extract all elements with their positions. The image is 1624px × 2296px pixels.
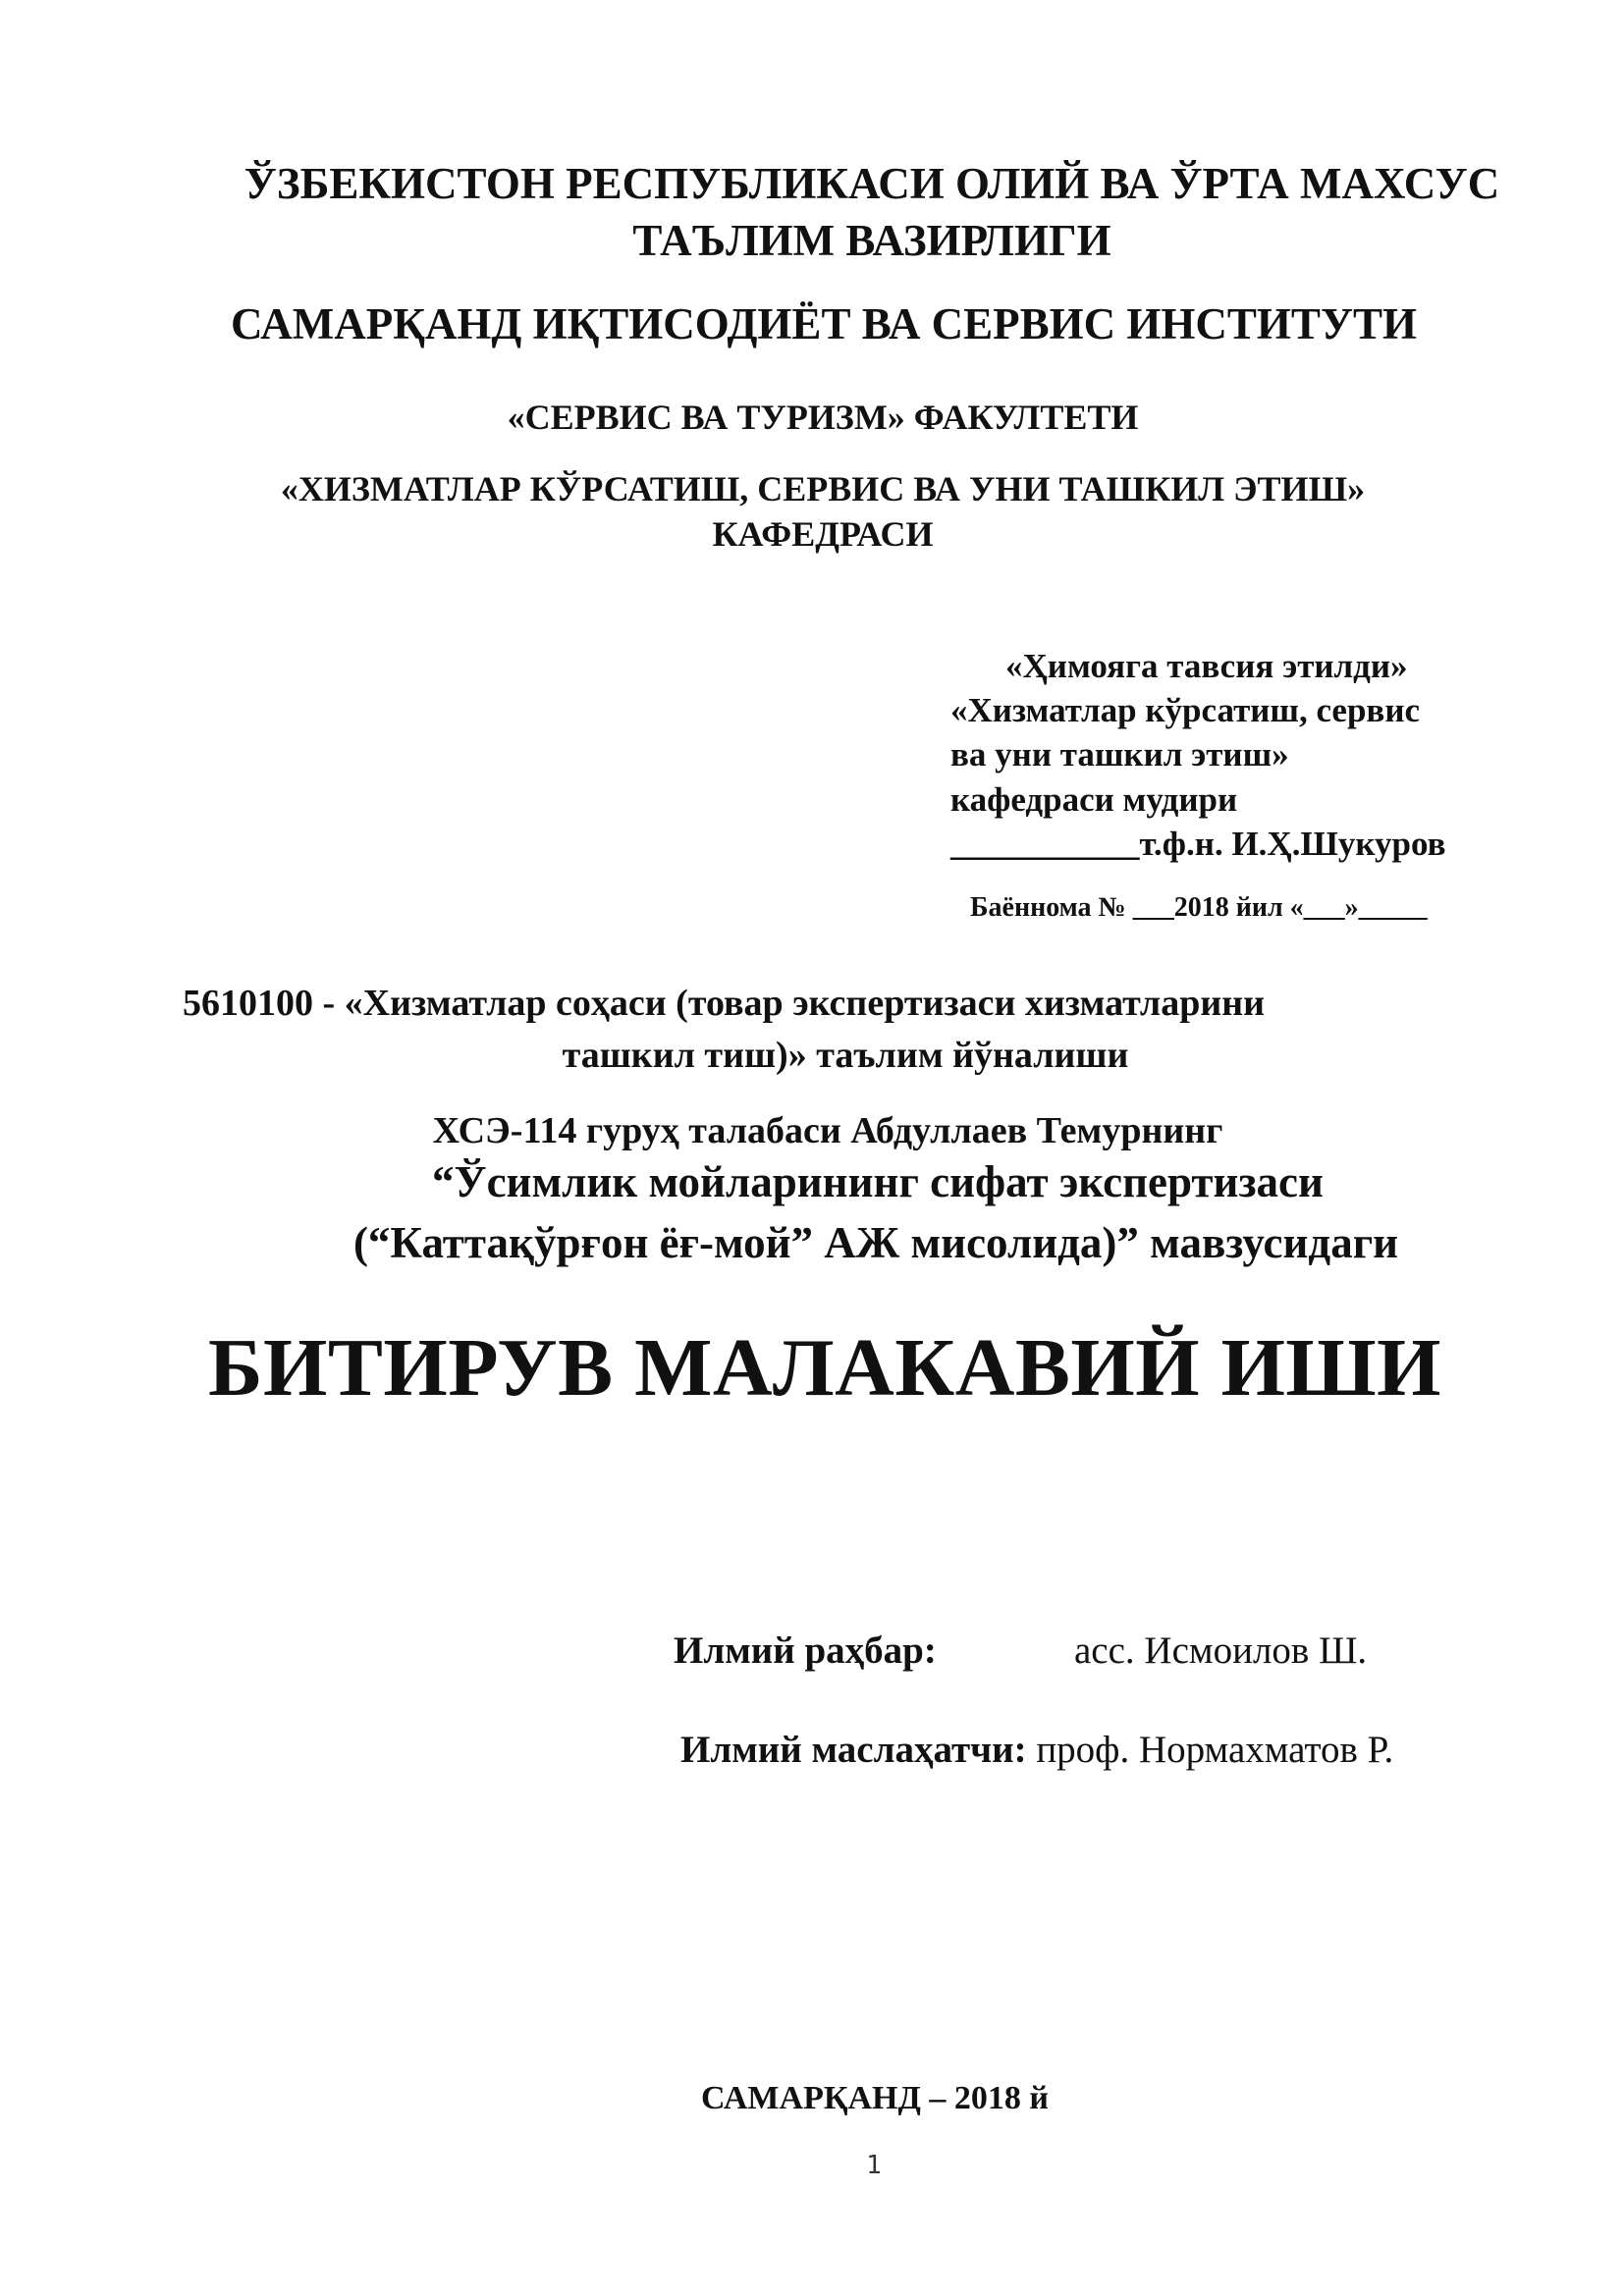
approval-recommended: «Ҳимояга тавсия этилди» [1005, 647, 1408, 685]
faculty-name: «СЕРВИС ВА ТУРИЗМ» ФАКУЛТЕТИ [507, 398, 1139, 437]
approval-protocol: Баённома № ___2018 йил «___»_____ [970, 892, 1428, 923]
department-line-2: КАФЕДРАСИ [712, 514, 934, 554]
supervisor-name: асс. Исмоилов Ш. [1074, 1629, 1368, 1672]
topic-line-1: “Ўсимлик мойларининг сифат экспертизаси [432, 1157, 1324, 1206]
direction-line-1: 5610100 - «Хизматлар соҳаси (товар экспертизаси хизматларини [183, 983, 1266, 1024]
department-line-1: «ХИЗМАТЛАР КЎРСАТИШ, СЕРВИС ВА УНИ ТАШКИЛ ЭТИШ» [280, 469, 1366, 508]
ministry-line-1: ЎЗБЕКИСТОН РЕСПУБЛИКАСИ ОЛИЙ ВА ЎРТА МАХСУС [244, 159, 1500, 208]
page-number: 1 [866, 2151, 882, 2180]
approval-department-line-2: ва уни ташкил этиш» [950, 735, 1289, 774]
ministry-line-2: ТАЪЛИМ ВАЗИРЛИГИ [632, 216, 1111, 265]
approval-department-line-1: «Хизматлар кўрсатиш, сервис [950, 691, 1421, 729]
topic-line-2: (“Каттақўрғон ёғ-мой” АЖ мисолида)” мавзусидаги [352, 1218, 1399, 1267]
consultant-name: проф. Нормахматов Р. [1026, 1729, 1394, 1771]
consultant-row [680, 1731, 1393, 1769]
city-year: САМАРҚАНД – 2018 й [701, 2080, 1049, 2116]
institute-name: САМАРҚАНД ИҚТИСОДИЁТ ВА СЕРВИС ИНСТИТУТИ [231, 299, 1417, 348]
consultant-label: Илмий маслаҳатчи: [680, 1729, 1027, 1771]
student-group-name: ХСЭ-114 гуруҳ талабаси Абдуллаев Темурнинг [432, 1110, 1223, 1151]
work-title: БИТИРУВ МАЛАКАВИЙ ИШИ [207, 1322, 1442, 1414]
approval-head-title: кафедраси мудири [950, 780, 1238, 819]
direction-line-2: ташкил тиш)» таълим йўналиши [562, 1035, 1129, 1076]
approval-signature-line: ___________т.ф.н. И.Ҳ.Шукуров [950, 825, 1446, 863]
supervisor-label: Илмий раҳбар: [674, 1629, 937, 1672]
